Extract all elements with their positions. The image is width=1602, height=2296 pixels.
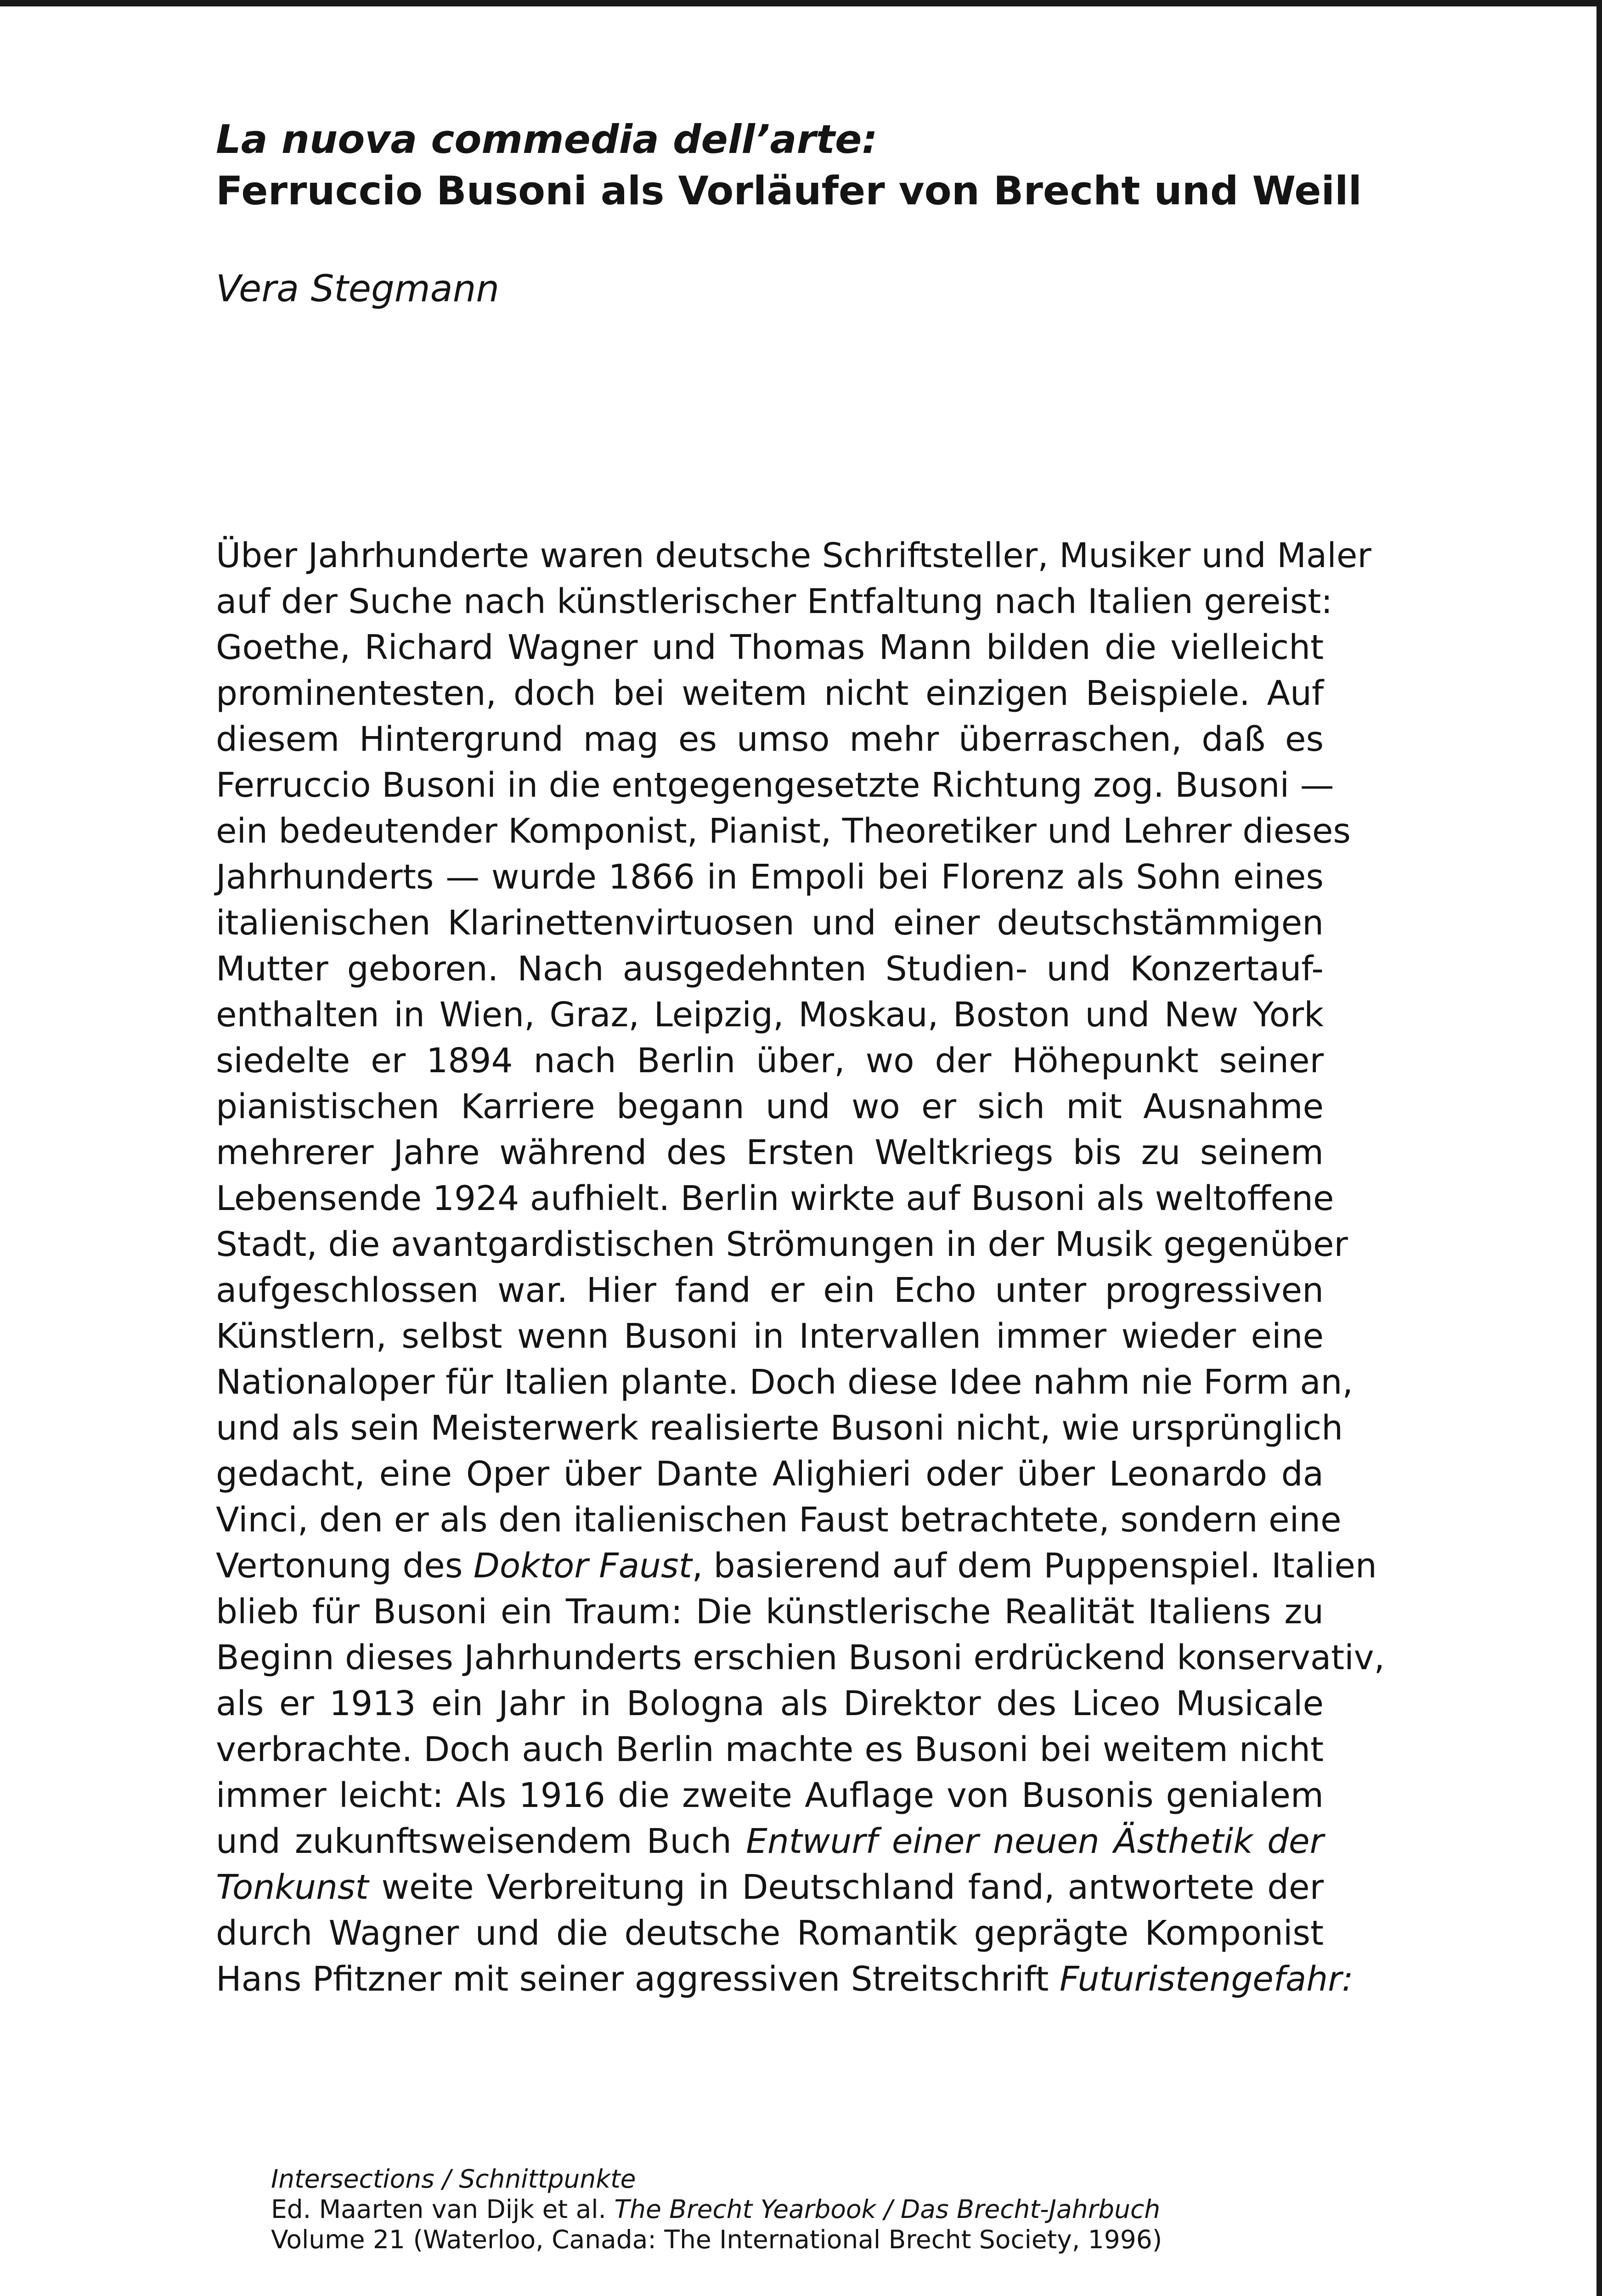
body-line: Mutter geboren. Nach ausgedehnten Studien- und Konzertauf- bbox=[216, 949, 1324, 989]
body-line: Künstlern, selbst wenn Busoni in Intervallen immer wieder eine bbox=[216, 1317, 1324, 1356]
body-line: durch Wagner und die deutsche Romantik geprägte Komponist bbox=[216, 1913, 1324, 1953]
body-line-part: Vertonung des bbox=[216, 1546, 474, 1586]
body-line-part: und zukunftsweisendem Buch bbox=[216, 1822, 746, 1861]
footer-volume: Volume 21 (Waterloo, Canada: The International Brecht Society, 1996) bbox=[271, 2225, 1162, 2254]
body-line: und als sein Meisterwerk realisierte Busoni nicht, wie ursprünglich bbox=[216, 1408, 1343, 1448]
body-line: Ferruccio Busoni in die entgegengesetzte Richtung zog. Busoni — bbox=[216, 765, 1334, 805]
body-line: gedacht, eine Oper über Dante Alighieri oder über Leonardo da bbox=[216, 1454, 1324, 1494]
body-line: Vinci, den er als den italienischen Faust betrachtete, sondern eine bbox=[216, 1500, 1342, 1540]
article-title-line-1: La nuova commedia dell’arte: bbox=[216, 117, 878, 163]
article-title bbox=[216, 114, 1410, 217]
body-line-italic: Doktor Faust bbox=[473, 1546, 692, 1586]
page-right-edge bbox=[1596, 0, 1602, 2296]
body-text bbox=[216, 533, 1385, 2002]
body-line-italic: Futuristengefahr: bbox=[1059, 1959, 1354, 1999]
publication-footer bbox=[271, 2164, 1373, 2255]
footer-publication: The Brecht Yearbook / Das Brecht-Jahrbuch bbox=[614, 2195, 1161, 2224]
body-line-italic: Entwurf einer neuen Ästhetik der bbox=[746, 1822, 1324, 1861]
body-line-part: weite Verbreitung in Deutschland fand, antwortete der bbox=[368, 1868, 1324, 1907]
body-line: aufgeschlossen war. Hier fand er ein Echo unter progressiven bbox=[216, 1271, 1324, 1310]
body-line: italienischen Klarinettenvirtuosen und einer deutschstämmigen bbox=[216, 903, 1324, 943]
body-line: Stadt, die avantgardistischen Strömungen in der Musik gegenüber bbox=[216, 1225, 1348, 1264]
body-line: diesem Hintergrund mag es umso mehr überraschen, daß es bbox=[216, 720, 1324, 759]
article-author: Vera Stegmann bbox=[216, 267, 500, 310]
body-line bbox=[216, 1543, 1377, 1589]
body-line: Lebensende 1924 aufhielt. Berlin wirkte auf Busoni als weltoffene bbox=[216, 1179, 1334, 1218]
footer-series-title: Intersections / Schnittpunkte bbox=[271, 2164, 636, 2194]
body-line: verbrachte. Doch auch Berlin machte es Busoni bei weitem nicht bbox=[216, 1730, 1324, 1769]
page-top-edge bbox=[0, 0, 1602, 6]
body-line: Nationaloper für Italien plante. Doch diese Idee nahm nie Form an, bbox=[216, 1362, 1353, 1402]
body-line bbox=[216, 1956, 1354, 2002]
body-line-part: Hans Pfitzner mit seiner aggressiven Streitschrift bbox=[216, 1959, 1060, 1999]
body-line: enthalten in Wien, Graz, Leipzig, Moskau, Boston und New York bbox=[216, 995, 1324, 1035]
body-line bbox=[216, 1818, 1324, 1864]
body-line: als er 1913 ein Jahr in Bologna als Direktor des Liceo Musicale bbox=[216, 1684, 1324, 1723]
body-line: blieb für Busoni ein Traum: Die künstlerische Realität Italiens zu bbox=[216, 1592, 1324, 1632]
footer-series bbox=[271, 2164, 1373, 2194]
body-line: Goethe, Richard Wagner und Thomas Mann bilden die vielleicht bbox=[216, 628, 1324, 667]
body-line: Beginn dieses Jahrhunderts erschien Busoni erdrückend konservativ, bbox=[216, 1638, 1385, 1677]
body-line: ein bedeutender Komponist, Pianist, Theoretiker und Lehrer dieses bbox=[216, 811, 1351, 851]
body-line: mehrerer Jahre während des Ersten Weltkriegs bis zu seinem bbox=[216, 1133, 1324, 1172]
body-line: Jahrhunderts — wurde 1866 in Empoli bei Florenz als Sohn eines bbox=[216, 857, 1324, 897]
article-title-line-2: Ferruccio Busoni als Vorläufer von Brecht und Weill bbox=[216, 168, 1362, 214]
body-line bbox=[216, 1864, 1324, 1910]
body-line-italic: Tonkunst bbox=[216, 1868, 369, 1907]
body-line: auf der Suche nach künstlerischer Entfaltung nach Italien gereist: bbox=[216, 582, 1333, 621]
body-line: prominentesten, doch bei weitem nicht einzigen Beispiele. Auf bbox=[216, 674, 1324, 713]
body-line: immer leicht: Als 1916 die zweite Auflage von Busonis genialem bbox=[216, 1776, 1324, 1815]
body-line-part: , basierend auf dem Puppenspiel. Italien bbox=[692, 1546, 1377, 1586]
footer-editor: Ed. Maarten van Dijk et al. bbox=[271, 2195, 615, 2224]
body-line: siedelte er 1894 nach Berlin über, wo der Höhepunkt seiner bbox=[216, 1041, 1324, 1080]
body-line: Über Jahrhunderte waren deutsche Schriftsteller, Musiker und Maler bbox=[216, 536, 1371, 575]
body-line: pianistischen Karriere begann und wo er sich mit Ausnahme bbox=[216, 1087, 1324, 1126]
footer-editor-line bbox=[271, 2194, 1373, 2224]
